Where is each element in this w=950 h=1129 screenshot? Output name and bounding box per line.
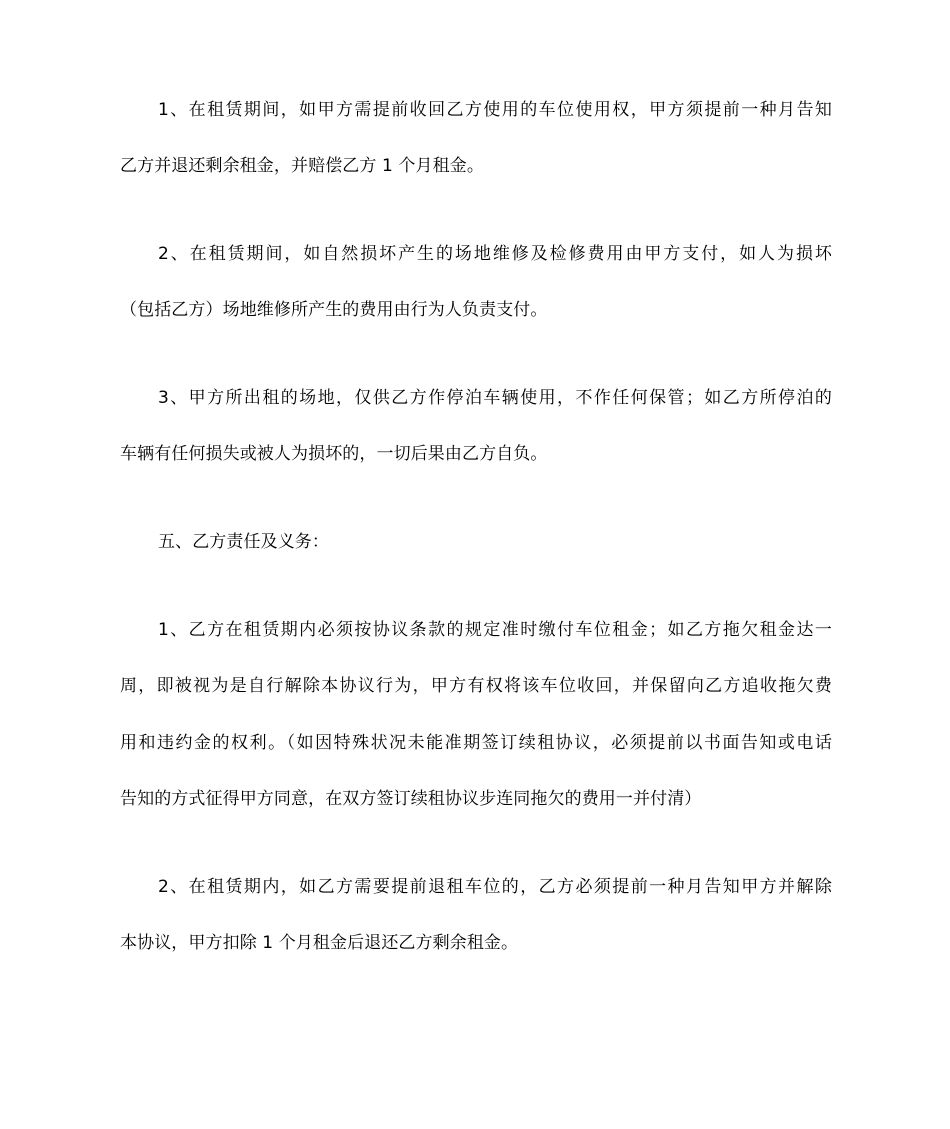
duty-2-line-1: 2、在租赁期内，如乙方需要提前退租车位的，乙方必须提前一种月告知甲方并解除 <box>158 877 832 897</box>
duty-1-line-1: 1、乙方在租赁期内必须按协议条款的规定准时缴付车位租金；如乙方拖欠租金达一 <box>158 620 832 640</box>
clause-2-line-1: 2、在租赁期间，如自然损坏产生的场地维修及检修费用由甲方支付，如人为损坏 <box>158 244 832 264</box>
clause-3-line-2: 车辆有任何损失或被人为损坏的，一切后果由乙方自负。 <box>120 444 548 464</box>
duty-1-line-2: 周，即被视为是自行解除本协议行为，甲方有权将该车位收回，并保留向乙方追收拖欠费 <box>120 676 832 696</box>
clause-1-line-2: 乙方并退还剩余租金，并赔偿乙方 1 个月租金。 <box>120 156 484 176</box>
duty-1-line-4: 告知的方式征得甲方同意，在双方签订续租协议步连同拖欠的费用一并付清） <box>120 789 702 809</box>
duty-1-line-3: 用和违约金的权利。（如因特殊状况未能准期签订续租协议，必须提前以书面告知或电话 <box>120 733 832 753</box>
duty-2-line-2: 本协议，甲方扣除 1 个月租金后退还乙方剩余租金。 <box>120 933 519 953</box>
section-heading: 五、乙方责任及义务： <box>158 532 329 552</box>
clause-2-line-2: （包括乙方）场地维修所产生的费用由行为人负责支付。 <box>120 300 548 320</box>
clause-3-line-1: 3、甲方所出租的场地，仅供乙方作停泊车辆使用，不作任何保管；如乙方所停泊的 <box>158 388 832 408</box>
clause-1-line-1: 1、在租赁期间，如甲方需提前收回乙方使用的车位使用权，甲方须提前一种月告知 <box>158 100 832 120</box>
